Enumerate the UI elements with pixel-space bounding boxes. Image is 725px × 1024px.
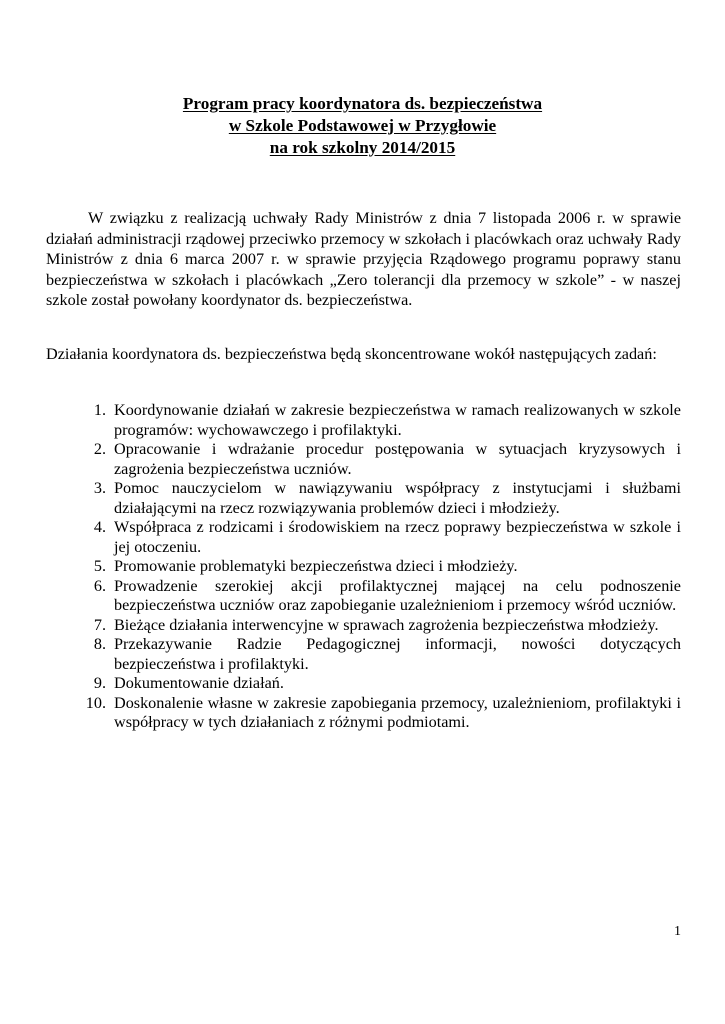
list-item	[80, 674, 681, 694]
intro-paragraph	[46, 208, 681, 311]
list-item-text: Promowanie problematyki bezpieczeństwa dzieci i młodzieży.	[114, 557, 518, 575]
title-line-3: na rok szkolny 2014/2015	[269, 138, 456, 157]
page-number: 1	[674, 924, 681, 939]
list-item	[80, 557, 681, 577]
list-item-number: 6.	[93, 576, 106, 595]
list-item	[80, 518, 681, 557]
list-item-text: Koordynowanie działań w zakresie bezpieczeństwa w ramach realizowanych w szkole programów: wychowawczego i profilaktyki.	[114, 401, 681, 439]
list-item-text: Pomoc nauczycielom w nawiązywaniu współpracy z instytucjami i służbami działającymi na rzecz rozwiązywania problemów dzieci i młodzieży.	[114, 479, 681, 517]
list-item-number: 3.	[93, 479, 106, 497]
list-item-text: Dokumentowanie działań.	[114, 674, 284, 692]
list-item-text: Doskonalenie własne w zakresie zapobiegania przemocy, uzależnieniom, profilaktyki i współpracy w tych działaniach z różnymi podmiotami.	[114, 693, 681, 731]
task-list	[80, 401, 681, 733]
title-line-2: w Szkole Podstawowej w Przygłowie	[228, 116, 497, 135]
list-item	[80, 479, 681, 518]
list-item-number: 8.	[93, 635, 106, 653]
list-item	[80, 635, 681, 674]
list-item-number: 7.	[93, 615, 106, 634]
list-item-number: 5.	[93, 557, 106, 575]
document-title	[0, 93, 725, 159]
list-item-text: Współpraca z rodzicami i środowiskiem na rzecz poprawy bezpieczeństwa w szkole i jej otoczeniu.	[114, 518, 681, 556]
list-item-number: 10.	[85, 693, 106, 712]
list-item-number: 2.	[93, 440, 106, 458]
list-item	[80, 401, 681, 440]
list-item-text: Opracowanie i wdrażanie procedur postępowania w sytuacjach kryzysowych i zagrożenia bezpieczeństwa uczniów.	[114, 440, 681, 478]
list-item-number: 4.	[93, 518, 106, 536]
list-item-text: Przekazywanie Radzie Pedagogicznej informacji, nowości dotyczących bezpieczeństwa i profilaktyki.	[114, 635, 681, 673]
list-item-text: Bieżące działania interwencyjne w sprawach zagrożenia bezpieczeństwa młodzieży.	[114, 615, 659, 634]
list-item-number: 1.	[93, 401, 106, 419]
list-item	[80, 577, 681, 616]
list-item-number: 9.	[93, 674, 106, 692]
list-item	[80, 694, 681, 733]
intro-paragraph-text: W związku z realizacją uchwały Rady Ministrów z dnia 7 listopada 2006 r. w sprawie działań administracji rządowej przeciwko przemocy w szkołach i placówkach oraz uchwały Rady Ministrów z dnia 6 marca 2007 r. w sprawie przyjęcia Rządowego programu poprawy stanu bezpieczeństwa w szkołach i placówkach „Zero tolerancji dla przemocy w szkole” - w naszej szkole został powołany koordynator ds. bezpieczeństwa.	[46, 209, 681, 309]
title-line-1: Program pracy koordynatora ds. bezpieczeństwa	[182, 94, 543, 113]
list-item-text: Prowadzenie szerokiej akcji profilaktycznej mającej na celu podnoszenie bezpieczeństwa uczniów oraz zapobieganie uzależnieniom i przemocy wśród uczniów.	[114, 576, 681, 614]
list-item	[80, 616, 681, 636]
list-item	[80, 440, 681, 479]
lead-paragraph: Działania koordynatora ds. bezpieczeństwa będą skoncentrowane wokół następujących zadań:	[46, 345, 657, 363]
